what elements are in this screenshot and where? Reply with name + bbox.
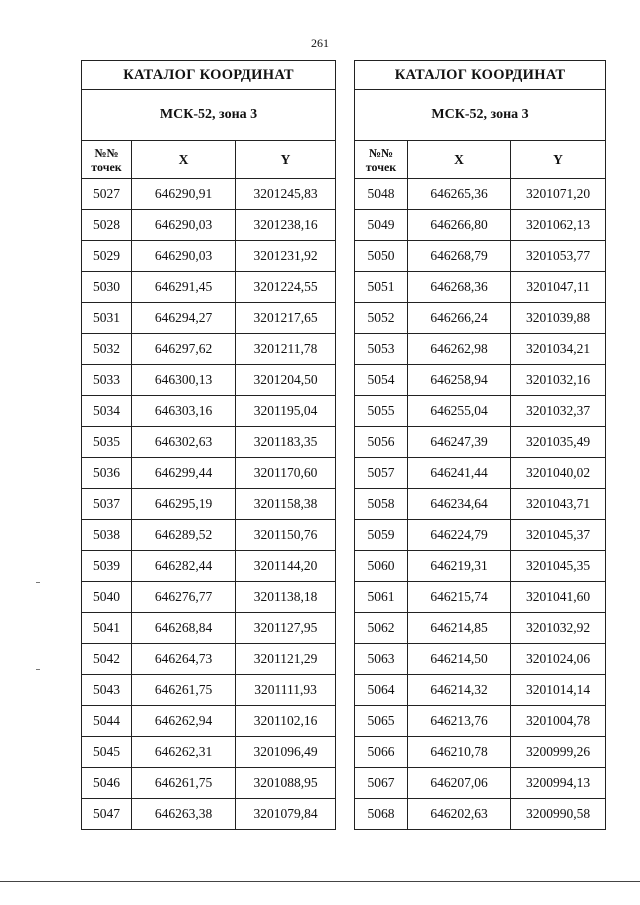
point-number-cell: 5065	[355, 706, 408, 737]
y-coordinate-cell: 3201096,49	[236, 737, 336, 768]
y-coordinate-cell: 3201127,95	[236, 613, 336, 644]
point-number-cell: 5029	[82, 241, 132, 272]
point-number-cell: 5062	[355, 613, 408, 644]
x-coordinate-cell: 646263,38	[132, 799, 236, 830]
x-coordinate-cell: 646299,44	[132, 458, 236, 489]
point-number-cell: 5064	[355, 675, 408, 706]
point-number-cell: 5054	[355, 365, 408, 396]
x-coordinate-cell: 646207,06	[408, 768, 511, 799]
y-coordinate-cell: 3201039,88	[511, 303, 606, 334]
x-coordinate-cell: 646294,27	[132, 303, 236, 334]
y-coordinate-cell: 3201150,76	[236, 520, 336, 551]
point-number-cell: 5035	[82, 427, 132, 458]
y-coordinate-cell: 3200990,58	[511, 799, 606, 830]
point-number-cell: 5063	[355, 644, 408, 675]
y-coordinate-cell: 3201032,16	[511, 365, 606, 396]
x-coordinate-cell: 646268,36	[408, 272, 511, 303]
table-row	[82, 272, 336, 303]
point-number-cell: 5047	[82, 799, 132, 830]
x-coordinate-cell: 646214,32	[408, 675, 511, 706]
table-row	[82, 427, 336, 458]
table-row	[355, 179, 606, 210]
page-bottom-rule	[0, 881, 640, 882]
y-coordinate-cell: 3201102,16	[236, 706, 336, 737]
y-coordinate-cell: 3201144,20	[236, 551, 336, 582]
x-coordinate-cell: 646303,16	[132, 396, 236, 427]
x-coordinate-cell: 646290,91	[132, 179, 236, 210]
y-coordinate-cell: 3201183,35	[236, 427, 336, 458]
y-coordinate-cell: 3201231,92	[236, 241, 336, 272]
x-coordinate-cell: 646219,31	[408, 551, 511, 582]
x-coordinate-cell: 646234,64	[408, 489, 511, 520]
x-coordinate-cell: 646291,45	[132, 272, 236, 303]
x-coordinate-cell: 646255,04	[408, 396, 511, 427]
table-row	[355, 613, 606, 644]
x-coordinate-cell: 646214,85	[408, 613, 511, 644]
x-coordinate-cell: 646302,63	[132, 427, 236, 458]
table-row	[82, 303, 336, 334]
y-coordinate-cell: 3201079,84	[236, 799, 336, 830]
y-coordinate-cell: 3201045,35	[511, 551, 606, 582]
page-number: 261	[311, 36, 329, 50]
coordinate-table-left	[81, 60, 336, 830]
x-coordinate-cell: 646268,79	[408, 241, 511, 272]
y-coordinate-cell: 3200999,26	[511, 737, 606, 768]
y-coordinate-cell: 3201040,02	[511, 458, 606, 489]
point-number-cell: 5067	[355, 768, 408, 799]
column-header-y: Y	[236, 141, 336, 179]
table-title: КАТАЛОГ КООРДИНАТ	[355, 61, 606, 90]
table-row	[355, 334, 606, 365]
y-coordinate-cell: 3201071,20	[511, 179, 606, 210]
table-row	[355, 644, 606, 675]
point-number-cell: 5034	[82, 396, 132, 427]
x-coordinate-cell: 646268,84	[132, 613, 236, 644]
table-row	[82, 489, 336, 520]
table-row	[355, 303, 606, 334]
y-coordinate-cell: 3201041,60	[511, 582, 606, 613]
y-coordinate-cell: 3200994,13	[511, 768, 606, 799]
point-number-cell: 5049	[355, 210, 408, 241]
y-coordinate-cell: 3201053,77	[511, 241, 606, 272]
point-number-cell: 5027	[82, 179, 132, 210]
table-row	[82, 644, 336, 675]
point-number-cell: 5031	[82, 303, 132, 334]
table-row	[355, 272, 606, 303]
table-row	[82, 768, 336, 799]
x-coordinate-cell: 646289,52	[132, 520, 236, 551]
y-coordinate-cell: 3201211,78	[236, 334, 336, 365]
point-number-cell: 5042	[82, 644, 132, 675]
y-coordinate-cell: 3201088,95	[236, 768, 336, 799]
table-row	[355, 582, 606, 613]
x-coordinate-cell: 646290,03	[132, 241, 236, 272]
table-row	[355, 458, 606, 489]
x-coordinate-cell: 646290,03	[132, 210, 236, 241]
point-number-cell: 5046	[82, 768, 132, 799]
point-number-cell: 5058	[355, 489, 408, 520]
point-number-cell: 5036	[82, 458, 132, 489]
y-coordinate-cell: 3201034,21	[511, 334, 606, 365]
scan-mark	[36, 582, 40, 583]
column-header-x: X	[132, 141, 236, 179]
point-number-cell: 5066	[355, 737, 408, 768]
table-row	[82, 365, 336, 396]
y-coordinate-cell: 3201217,65	[236, 303, 336, 334]
y-coordinate-cell: 3201047,11	[511, 272, 606, 303]
x-coordinate-cell: 646210,78	[408, 737, 511, 768]
x-coordinate-cell: 646262,31	[132, 737, 236, 768]
y-coordinate-cell: 3201224,55	[236, 272, 336, 303]
point-number-cell: 5057	[355, 458, 408, 489]
x-coordinate-cell: 646297,62	[132, 334, 236, 365]
y-coordinate-cell: 3201062,13	[511, 210, 606, 241]
point-number-cell: 5061	[355, 582, 408, 613]
point-number-cell: 5033	[82, 365, 132, 396]
point-number-cell: 5068	[355, 799, 408, 830]
table-row	[355, 737, 606, 768]
point-number-cell: 5051	[355, 272, 408, 303]
x-coordinate-cell: 646264,73	[132, 644, 236, 675]
point-number-cell: 5032	[82, 334, 132, 365]
x-coordinate-cell: 646202,63	[408, 799, 511, 830]
x-coordinate-cell: 646258,94	[408, 365, 511, 396]
y-coordinate-cell: 3201245,83	[236, 179, 336, 210]
x-coordinate-cell: 646261,75	[132, 675, 236, 706]
point-number-cell: 5038	[82, 520, 132, 551]
y-coordinate-cell: 3201032,37	[511, 396, 606, 427]
table-row	[82, 551, 336, 582]
y-coordinate-cell: 3201195,04	[236, 396, 336, 427]
table-row	[82, 458, 336, 489]
point-number-cell: 5044	[82, 706, 132, 737]
table-row	[355, 675, 606, 706]
x-coordinate-cell: 646214,50	[408, 644, 511, 675]
point-number-cell: 5053	[355, 334, 408, 365]
table-row	[82, 675, 336, 706]
point-number-cell: 5050	[355, 241, 408, 272]
x-coordinate-cell: 646241,44	[408, 458, 511, 489]
y-coordinate-cell: 3201111,93	[236, 675, 336, 706]
table-subtitle: МСК-52, зона 3	[355, 90, 606, 141]
table-row	[82, 737, 336, 768]
x-coordinate-cell: 646247,39	[408, 427, 511, 458]
table-row	[82, 613, 336, 644]
table-row	[355, 241, 606, 272]
column-header-point-number: №№ точек	[355, 141, 408, 179]
table-row	[355, 520, 606, 551]
x-coordinate-cell: 646262,98	[408, 334, 511, 365]
table-row	[355, 768, 606, 799]
x-coordinate-cell: 646300,13	[132, 365, 236, 396]
table-row	[82, 582, 336, 613]
point-number-cell: 5037	[82, 489, 132, 520]
table-row	[355, 551, 606, 582]
table-row	[355, 799, 606, 830]
x-coordinate-cell: 646276,77	[132, 582, 236, 613]
point-number-cell: 5048	[355, 179, 408, 210]
table-subtitle: МСК-52, зона 3	[82, 90, 336, 141]
y-coordinate-cell: 3201121,29	[236, 644, 336, 675]
point-number-cell: 5039	[82, 551, 132, 582]
y-coordinate-cell: 3201138,18	[236, 582, 336, 613]
table-row	[355, 427, 606, 458]
table-row	[82, 334, 336, 365]
column-header-point-number: №№ точек	[82, 141, 132, 179]
coordinate-table-right	[354, 60, 606, 830]
point-number-cell: 5041	[82, 613, 132, 644]
x-coordinate-cell: 646261,75	[132, 768, 236, 799]
table-row	[355, 396, 606, 427]
y-coordinate-cell: 3201032,92	[511, 613, 606, 644]
table-row	[82, 396, 336, 427]
y-coordinate-cell: 3201024,06	[511, 644, 606, 675]
y-coordinate-cell: 3201014,14	[511, 675, 606, 706]
x-coordinate-cell: 646213,76	[408, 706, 511, 737]
y-coordinate-cell: 3201238,16	[236, 210, 336, 241]
table-row	[82, 706, 336, 737]
column-header-x: X	[408, 141, 511, 179]
x-coordinate-cell: 646266,80	[408, 210, 511, 241]
point-number-cell: 5052	[355, 303, 408, 334]
table-row	[355, 489, 606, 520]
y-coordinate-cell: 3201158,38	[236, 489, 336, 520]
table-row	[82, 799, 336, 830]
table-row	[82, 241, 336, 272]
point-number-cell: 5056	[355, 427, 408, 458]
point-number-cell: 5040	[82, 582, 132, 613]
table-row	[355, 210, 606, 241]
point-number-cell: 5030	[82, 272, 132, 303]
point-number-cell: 5043	[82, 675, 132, 706]
table-row	[82, 520, 336, 551]
point-number-cell: 5045	[82, 737, 132, 768]
table-row	[355, 365, 606, 396]
x-coordinate-cell: 646265,36	[408, 179, 511, 210]
x-coordinate-cell: 646224,79	[408, 520, 511, 551]
table-row	[82, 210, 336, 241]
y-coordinate-cell: 3201045,37	[511, 520, 606, 551]
point-number-cell: 5055	[355, 396, 408, 427]
table-row	[82, 179, 336, 210]
scan-mark	[36, 669, 40, 670]
y-coordinate-cell: 3201170,60	[236, 458, 336, 489]
y-coordinate-cell: 3201204,50	[236, 365, 336, 396]
point-number-cell: 5060	[355, 551, 408, 582]
point-number-cell: 5028	[82, 210, 132, 241]
x-coordinate-cell: 646262,94	[132, 706, 236, 737]
column-header-y: Y	[511, 141, 606, 179]
x-coordinate-cell: 646215,74	[408, 582, 511, 613]
x-coordinate-cell: 646295,19	[132, 489, 236, 520]
table-row	[355, 706, 606, 737]
x-coordinate-cell: 646266,24	[408, 303, 511, 334]
x-coordinate-cell: 646282,44	[132, 551, 236, 582]
table-title: КАТАЛОГ КООРДИНАТ	[82, 61, 336, 90]
y-coordinate-cell: 3201035,49	[511, 427, 606, 458]
y-coordinate-cell: 3201004,78	[511, 706, 606, 737]
y-coordinate-cell: 3201043,71	[511, 489, 606, 520]
point-number-cell: 5059	[355, 520, 408, 551]
